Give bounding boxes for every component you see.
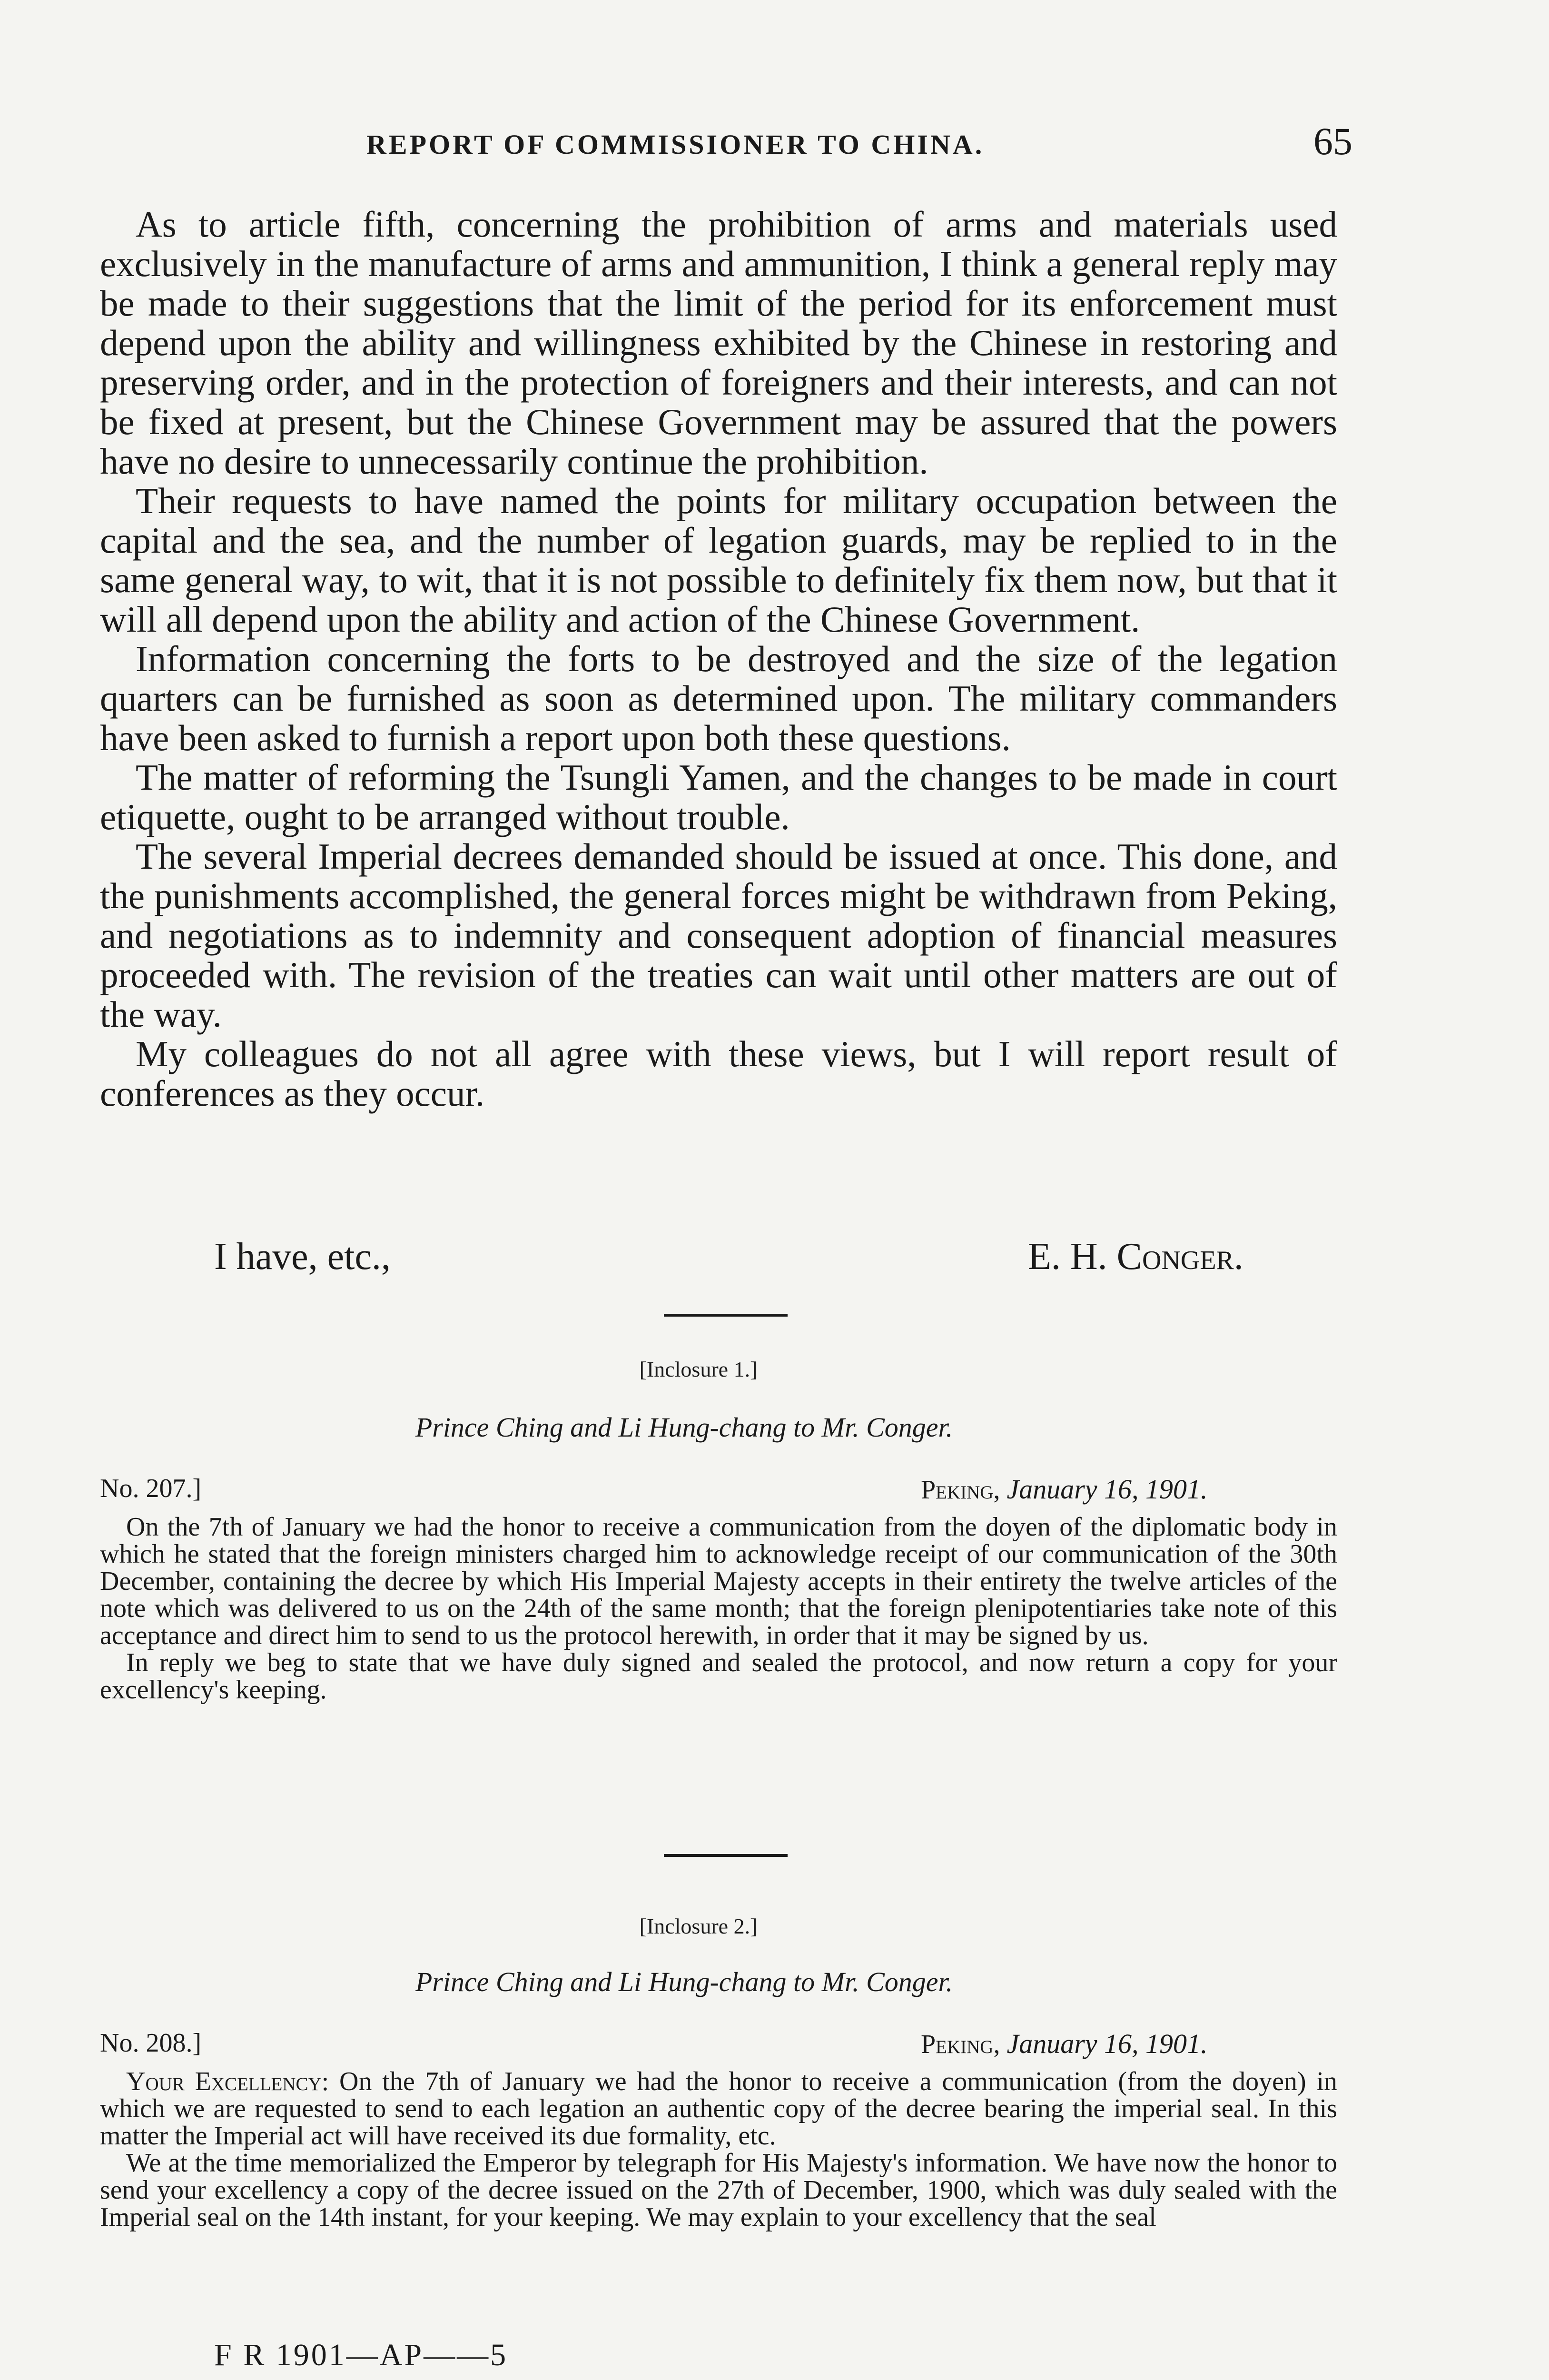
section-divider xyxy=(664,1314,788,1317)
inclosure-2-paragraph xyxy=(100,2068,1337,2150)
closing-line: I have, etc., xyxy=(214,1236,391,1278)
inclosure-2-number: No. 208.] xyxy=(100,2028,202,2058)
report-paragraph: The several Imperial decrees demanded should be issued at once. This done, and the punishments accomplished, the general forces might be withdrawn from Peking, and negotiations as to indemnity and consequent adoption of financial measures proceeded with. The revision of the treaties can wait until other matters are out of the way. xyxy=(100,836,1337,1035)
signature: E. H. Conger. xyxy=(1028,1236,1243,1278)
inclosure-2-paragraph: We at the time memorialized the Emperor by telegraph for His Majesty's information. We have now the honor to send your excellency a copy of the decree issued on the 27th of December, 1900, which was duly sealed with the Imperial seal on the 14th instant, for your keeping. We may explain to your excellency that the seal xyxy=(100,2148,1337,2232)
inclosure-2-body xyxy=(100,2068,1337,2231)
report-paragraph: Their requests to have named the points for military occupation between the capital and the sea, and the number of legation guards, may be replied to in the same general way, to wit, that it is not possible to definitely fix them now, but that it will all depend upon the ability and action of the Chinese Government. xyxy=(100,480,1337,640)
inclosure-2-place: Peking, xyxy=(921,2030,1000,2059)
inclosure-1-place: Peking, xyxy=(921,1475,1000,1505)
inclosure-2-dateline xyxy=(921,2028,1208,2060)
inclosure-1-heading: Prince Ching and Li Hung-chang to Mr. Conger. xyxy=(415,1412,953,1443)
inclosure-1-dateline xyxy=(921,1473,1208,1505)
section-divider xyxy=(664,1854,788,1857)
inclosure-1-label: [Inclosure 1.] xyxy=(639,1357,758,1381)
signature-mark: F R 1901—AP——5 xyxy=(214,2338,508,2372)
report-paragraph: As to article fifth, concerning the prohibition of arms and materials used exclusively in the manufacture of arms and ammunition, I think a general reply may be made to their suggestions that the limit of the period for its enforcement must depend upon the ability and willingness exhibited by the Chinese in restoring and preserving order, and in the protection of foreigners and their interests, and can not be fixed at present, but the Chinese Government may be assured that the powers have no desire to unnecessarily continue the prohibition. xyxy=(100,204,1337,482)
inclosure-1-number: No. 207.] xyxy=(100,1474,202,1503)
salutation: Your Excellency: xyxy=(126,2067,329,2096)
inclosure-2-date: January 16, 1901. xyxy=(1006,2028,1208,2059)
inclosure-1-paragraph: In reply we beg to state that we have duly signed and sealed the protocol, and now return a copy for your excellency's keeping. xyxy=(100,1648,1337,1705)
inclosure-2-first-paragraph-text: On the 7th of January we had the honor to receive a communication (from the doyen) in which we are requested to send to each legation an authentic copy of the decree bearing the imperial seal. In this matter the Imperial act will have received its due formality, etc. xyxy=(100,2067,1338,2151)
running-head: REPORT OF COMMISSIONER TO CHINA. xyxy=(366,129,985,160)
page-number: 65 xyxy=(1313,119,1352,163)
report-paragraph: My colleagues do not all agree with these views, but I will report result of conferences as they occur. xyxy=(100,1033,1337,1114)
report-body xyxy=(100,205,1337,1113)
report-paragraph: Information concerning the forts to be destroyed and the size of the legation quarters can be furnished as soon as determined upon. The military commanders have been asked to furnish a report upon both these questions. xyxy=(100,638,1337,758)
inclosure-2-label: [Inclosure 2.] xyxy=(639,1914,758,1938)
inclosure-2-heading: Prince Ching and Li Hung-chang to Mr. Conger. xyxy=(415,1966,953,1997)
report-paragraph: The matter of reforming the Tsungli Yamen, and the changes to be made in court etiquette, ought to be arranged without trouble. xyxy=(100,757,1337,837)
inclosure-1-body xyxy=(100,1514,1337,1704)
inclosure-1-paragraph: On the 7th of January we had the honor to receive a communication from the doyen of the diplomatic body in which he stated that the foreign ministers charged him to acknowledge receipt of our communication of the 30th December, containing the decree by which His Imperial Majesty accepts in their entirety the twelve articles of the note which was delivered to us on the 24th of the same month; that the foreign plenipotentiaries take note of this acceptance and direct him to send to us the protocol herewith, in order that it may be signed by us. xyxy=(100,1512,1337,1650)
inclosure-1-date: January 16, 1901. xyxy=(1006,1474,1208,1505)
